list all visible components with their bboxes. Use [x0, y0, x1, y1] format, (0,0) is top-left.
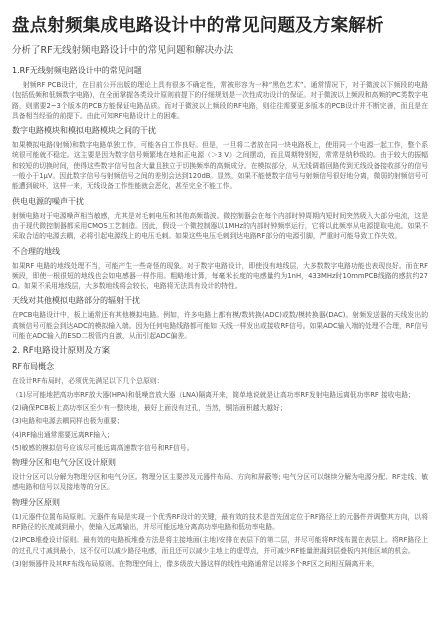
subsection-heading: 供电电源的噪声干扰: [12, 196, 84, 206]
document-body: [12, 65, 428, 569]
page-subtitle: 分析了RF无线射频电路设计中的常见问题和解决办法: [12, 45, 234, 56]
paragraph: (4)RF输出通常需要远离RF输入；: [12, 430, 114, 439]
paragraph: 在设计RF布局时，必须优先满足以下几个总原则：: [12, 377, 164, 386]
paragraph: 射频电路对于电源噪声相当敏感，尤其是对毛刺电压和其他高频谐波。微控制器会在每个内部时钟周期内短时间突然吸入大部分电流，这是由于现代微控制器都采用CMOS工艺制造。因此，假设一个微控制器以1MHz的内部时钟频率运行，它将以此频率从电源提取电流。如果不采取合适的电源去耦，必将引起电源线上的电压毛刺。如果这些电压毛刺到达电路RF部分的电源引脚，严重时可能导致工作失效。: [12, 211, 428, 241]
subsection-heading: RF布局概念: [12, 362, 55, 372]
subsection-heading: 数字电路模块和模拟电路模块之间的干扰: [12, 126, 156, 136]
paragraph: (1)元器件位置布局原则。元器件布局是实现一个优秀RF设计的关键，最有效的技术是首先固定位于RF路径上的元器件并调整其方向，以将RF路径的长度减到最小，使输入远离输出，并尽可能远地分离高功率电路和低功率电路。: [12, 512, 428, 532]
page-title: 盘点射频集成电路设计中的常见问题及方案解析: [12, 16, 384, 36]
paragraph: （1)尽可能地把高功率RF放大器(HPA)和低噪音放大器（LNA)隔离开来，简单地说就是让高功率RF发射电路远离低功率RF 接收电路；: [12, 390, 415, 399]
subsection-heading: 1.RF无线射频电路设计中的常见问题: [12, 66, 142, 75]
paragraph: 设计分区可以分解为物理分区和电气分区。物理分区主要涉及元器件布局、方向和屏蔽等; 电气分区可以继续分解为电源分配、RF走线、敏感电路和信号以及接地等的分区。: [12, 473, 428, 492]
paragraph: (3)电路和电源去耦同样也极为重要；: [12, 417, 124, 426]
subsection-heading: 不合理的地线: [12, 246, 60, 256]
subsection-heading: 物理分区原则: [12, 497, 60, 507]
section-heading: 2. RF电路设计原则及方案: [12, 346, 111, 357]
paragraph: 在PCB电路设计中，板上通常还有其他模拟电路。例如，许多电路上都有模/数转换(ADC)或数/模转换器(DAC)。射频发送器的天线发出的高频信号可能会到达ADC的模拟输入端。因为任何电路线路都可能如 天线一样发出或接收RF信号。如果ADC输入端的处理不合理，RF信号可能在ADC输入的ESD二极管内自激，从而引起ADC偏差。: [12, 311, 428, 341]
paragraph: 射频RF PCB设计，在目前公开出版的理论上具有很多不确定性，常被形容为一种“黑色艺术”。通常情况下，对于微波以下频段的电路(包括低频和低频数字电路)，在全面掌握各类设计原则前提下的仔细规划是一次性成功设计的保证。对于微波以上频段和高频的PC类数字电路，则需要2~3个版本的PCB方能保证电路品质。而对于微波以上频段的RF电路，则往往需要更多版本的PCB设计并不断完善，而且是在具备相当经验的前提下。由此可知RF电路设计上的困难。: [12, 81, 428, 120]
paragraph: (2)PCB堆叠设计原则。最有效的电路板堆叠方法是将主接地面(主地)安排在表层下的第二层，并尽可能将RF线布置在表层上。将RF路径上的过孔尺寸减到最小，这不仅可以减少路径电感，而且还可以减少主地上的虚焊点，并可减少RF能量泄漏到层叠板内其他区域的机会。: [12, 536, 428, 555]
paragraph: 如果RF 电路的地线处理不当，可能产生一些奇怪的现象。对于数字电路设计，即使没有地线层，大多数数字电路功能也表现良好。而在RF 频段，即使一根很短的地线也会如电感器一样作用。粗略地计算，每毫米长度的电感量约为1nH，433MHz时10mmPCB线路的感抗约27Ω。如果不采用地线层，大多数地线将会较长，电路将无法具有设计的特性。: [12, 261, 428, 291]
subsection-heading: 天线对其他模拟电路部分的辐射干扰: [12, 296, 140, 306]
paragraph: (5)敏感的模拟信号应该尽可能远离高速数字信号和RF信号。: [12, 443, 194, 452]
paragraph: (2)确保PCB板上高功率区至少有一整块地，最好上面没有过孔，当然，铜箔面积越大越好；: [12, 403, 287, 412]
paragraph: (3)射频器件及其RF布线布局原则。在物理空间上，像多级放大器这样的线性电路通常足以将多个RF区之间相互隔离开来，: [12, 559, 379, 568]
subsection-heading: 物理分区和电气分区设计原则: [12, 458, 116, 468]
paragraph: 如果模拟电路(射频)和数字电路单独工作，可能各自工作良好。但是，一旦将二者放在同一块电路板上，使用同一个电源一起工作，整个系统很可能就不稳定。这主要是因为数字信号频繁地在地和正电源（＞3 V）之间摆动，而且周期特别短，常常是纳秒级的。由于较大的振幅和较短的切换时间，使得这些数字信号包含大量且独立于切换频率的高频成分。在模拟部分，从无线调谐回路传到无线设备接收部分的信号一般小于1μV。因此数字信号与射频信号之间的差别会达到120dB。显然，如果不能使数字信号与射频信号很好地分离，微弱的射频信号可能遭到破坏，这样一来，无线设备工作性能就会恶化，甚至完全不能工作。: [12, 141, 428, 191]
